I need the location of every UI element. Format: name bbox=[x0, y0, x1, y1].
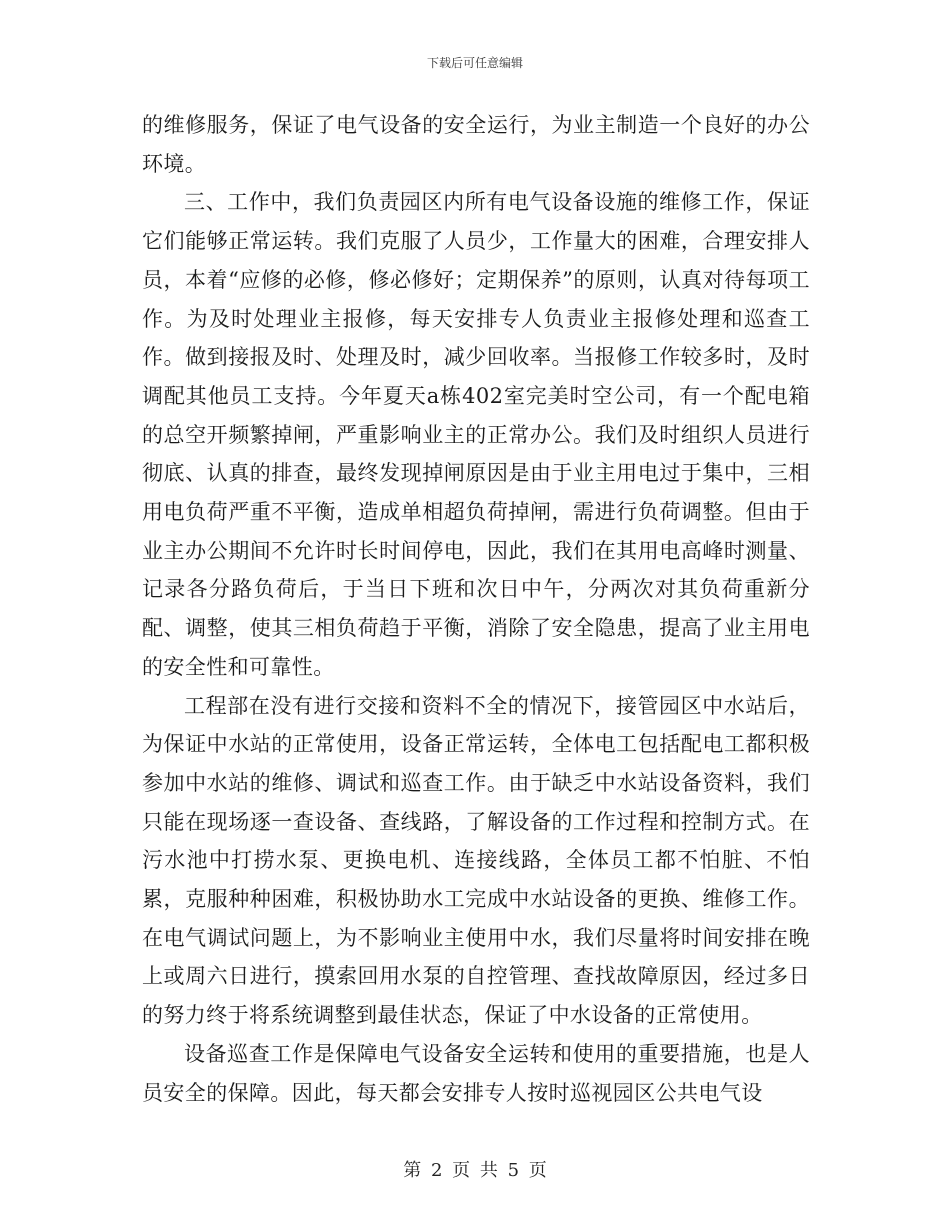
page-footer: 第 2 页 共 5 页 bbox=[403, 1160, 547, 1181]
paragraph-4: 设备巡查工作是保障电气设备安全运转和使用的重要措施，也是人员安全的保障。因此，每天都会安排专人按时巡视园区公共电气设 bbox=[142, 1041, 810, 1105]
document-body bbox=[142, 106, 810, 1112]
paragraph-1: 的维修服务，保证了电气设备的安全运行，为业主制造一个良好的办公环境。 bbox=[142, 113, 810, 176]
paragraph-3: 工程部在没有进行交接和资料不全的情况下，接管园区中水站后，为保证中水站的正常使用，设备正常运转，全体电工包括配电工都积极参加中水站的维修、调试和巡查工作。由于缺乏中水站设备资料，我们只能在现场逐一查设备、查线路，了解设备的工作过程和控制方式。在污水池中打捞水泵、更换电机、连接线路，全体员工都不怕脏、不怕累，克服种种困难，积极协助水工完成中水站设备的更换、维修工作。在电气调试问题上，为不影响业主使用中水，我们尽量将时间安排在晚上或周六日进行，摸索回用水泵的自控管理、查找故障原因，经过多日的努力终于将系统调整到最佳状态，保证了中水设备的正常使用。 bbox=[142, 693, 810, 1028]
page-header: 下载后可任意编辑 bbox=[426, 56, 523, 70]
paragraph-2: 三、工作中，我们负责园区内所有电气设备设施的维修工作，保证它们能够正常运转。我们克服了人员少，工作量大的困难，合理安排人员，本着“应修的必修，修必修好；定期保养”的原则，认真对待每项工作。为及时处理业主报修，每天安排专人负责业主报修处理和巡查工作。做到接报及时、处理及时，减少回收率。当报修工作较多时，及时调配其他员工支持。今年夏天a栋402室完美时空公司，有一个配电箱的总空开频繁掉闸，严重影响业主的正常办公。我们及时组织人员进行彻底、认真的排查，最终发现掉闸原因是由于业主用电过于集中，三相用电负荷严重不平衡，造成单相超负荷掉闸，需进行负荷调整。但由于业主办公期间不允许时长时间停电，因此，我们在其用电高峰时测量、记录各分路负荷后，于当日下班和次日中午，分两次对其负荷重新分配、调整，使其三相负荷趋于平衡，消除了安全隐患，提高了业主用电的安全性和可靠性。 bbox=[142, 190, 810, 679]
